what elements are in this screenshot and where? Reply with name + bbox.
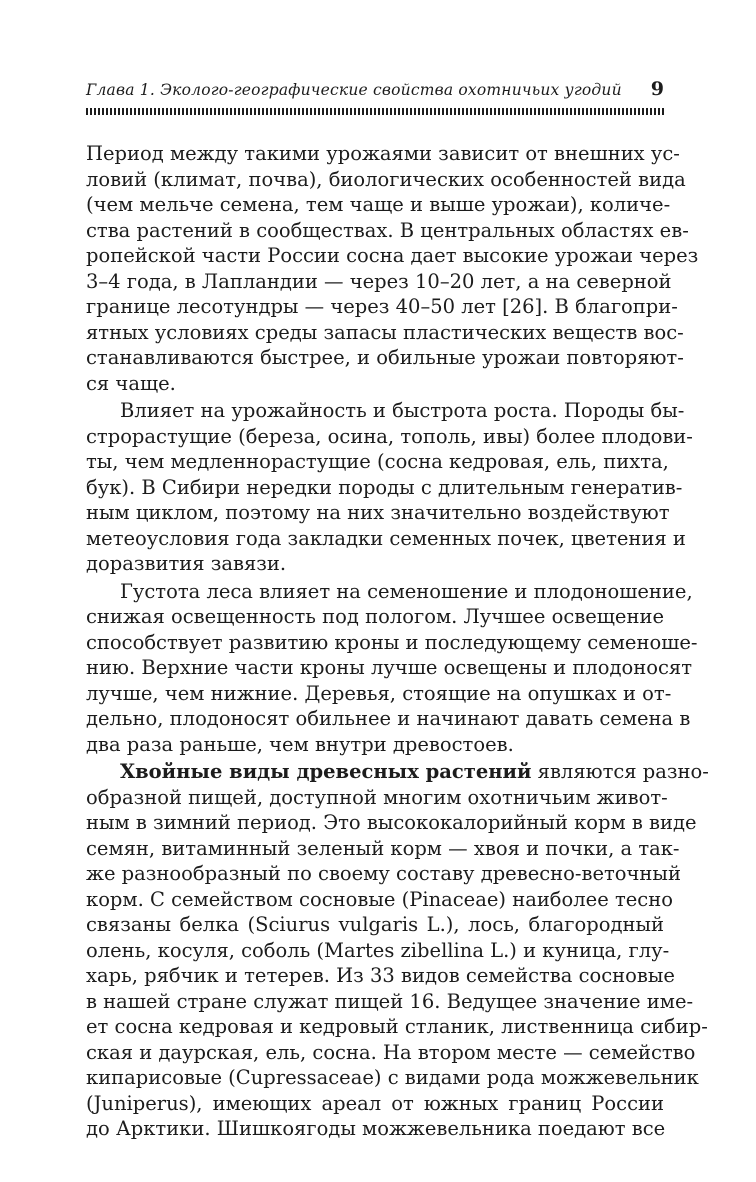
text-line: (Juniperus), имеющих ареал от южных границ России bbox=[86, 1091, 664, 1115]
text-line: ства растений в сообществах. В центральных областях ев- bbox=[86, 218, 689, 242]
text-line: 3–4 года, в Лапландии — через 10–20 лет, а на северной bbox=[86, 269, 672, 293]
text-line: Период между такими урожаями зависит от внешних ус- bbox=[86, 142, 680, 165]
text-line: нию. Верхние части кроны лучше освещены и плодоносят bbox=[86, 656, 692, 679]
text-line: ся чаще. bbox=[86, 371, 176, 395]
text-line: снижая освещенность под пологом. Лучшее освещение bbox=[86, 605, 664, 628]
text-line: ятных условиях среды запасы пластических веществ вос- bbox=[86, 320, 684, 344]
text-line: корм. С семейством сосновые (Pinaceae) наиболее тесно bbox=[86, 887, 673, 911]
text-line: связаны белка (Sciurus vulgaris L.), лось, благородный bbox=[86, 913, 664, 936]
text-line: бук). В Сибири нередки породы с длительным генератив- bbox=[86, 475, 683, 499]
text-line: харь, рябчик и тетерев. Из 33 видов семейства сосновые bbox=[86, 964, 675, 987]
text-line: до Арктики. Шишкоягоды можжевельника поедают все bbox=[86, 1117, 666, 1140]
text-line: образной пищей, доступной многим охотничьим живот- bbox=[86, 785, 668, 809]
paragraph-4 bbox=[86, 759, 709, 1142]
text-line: метеоусловия года закладки семенных почек, цветения и bbox=[86, 526, 686, 550]
text-line: доразвития завязи. bbox=[86, 552, 287, 575]
paragraph-2 bbox=[86, 398, 693, 577]
text-line: строрастущие (береза, осина, тополь, ивы) более плодови- bbox=[86, 424, 693, 448]
text-line: ловий (климат, почва), биологических особенностей вида bbox=[86, 167, 686, 191]
text-line: семян, витаминный зеленый корм — хвоя и почки, а так- bbox=[86, 836, 680, 860]
text-line: ты, чем медленнорастущие (сосна кедровая, ель, пихта, bbox=[86, 450, 669, 473]
text-line: (чем мельче семена, тем чаще и выше урожаи), количе- bbox=[86, 193, 671, 216]
text-line: границе лесотундры — через 40–50 лет [26]. В благопри- bbox=[86, 295, 678, 318]
text-line: ропейской части России сосна дает высокие урожаи через bbox=[86, 244, 699, 267]
paragraph-3 bbox=[86, 579, 698, 758]
bold-lead: Хвойные виды древесных растений bbox=[120, 760, 532, 783]
text-line: ным циклом, поэтому на них значительно воздействуют bbox=[86, 501, 670, 524]
text-line: в нашей стране служат пищей 16. Ведущее значение име- bbox=[86, 989, 694, 1013]
text-line: два раза раньше, чем внутри древостоев. bbox=[86, 732, 514, 756]
header-rule bbox=[86, 108, 664, 115]
text-line: станавливаются быстрее, и обильные урожаи повторяют- bbox=[86, 346, 684, 369]
first-line-rest: являются разно- bbox=[531, 760, 709, 783]
text-line: ская и даурская, ель, сосна. На втором месте — семейство bbox=[86, 1040, 696, 1064]
text-line: ным в зимний период. Это высококалорийный корм в виде bbox=[86, 811, 697, 834]
text-line: олень, косуля, соболь (Martes zibellina L.) и куница, глу- bbox=[86, 938, 670, 962]
text-line: ет сосна кедровая и кедровый стланик, лиственница сибир- bbox=[86, 1015, 708, 1038]
text-line: Густота леса влияет на семеношение и плодоношение, bbox=[120, 579, 693, 603]
text-line: дельно, плодоносят обильнее и начинают давать семена в bbox=[86, 707, 691, 730]
text-line: способствует развитию кроны и последующему семеноше- bbox=[86, 630, 698, 654]
text-line: кипарисовые (Cupressaceae) с видами рода можжевельник bbox=[86, 1066, 699, 1089]
text-line: лучше, чем нижние. Деревья, стоящие на опушках и от- bbox=[86, 681, 672, 705]
body-text bbox=[86, 141, 709, 1142]
paragraph-1 bbox=[86, 141, 699, 396]
running-title: Глава 1. Эколого-географические свойства охотничьих угодий bbox=[86, 81, 622, 99]
text-line-first bbox=[86, 759, 709, 785]
page-header bbox=[86, 78, 664, 102]
page-number: 9 bbox=[650, 78, 664, 100]
text-line: же разнообразный по своему составу древесно-веточный bbox=[86, 862, 681, 885]
text-line: Влияет на урожайность и быстрота роста. Породы бы- bbox=[120, 399, 685, 422]
